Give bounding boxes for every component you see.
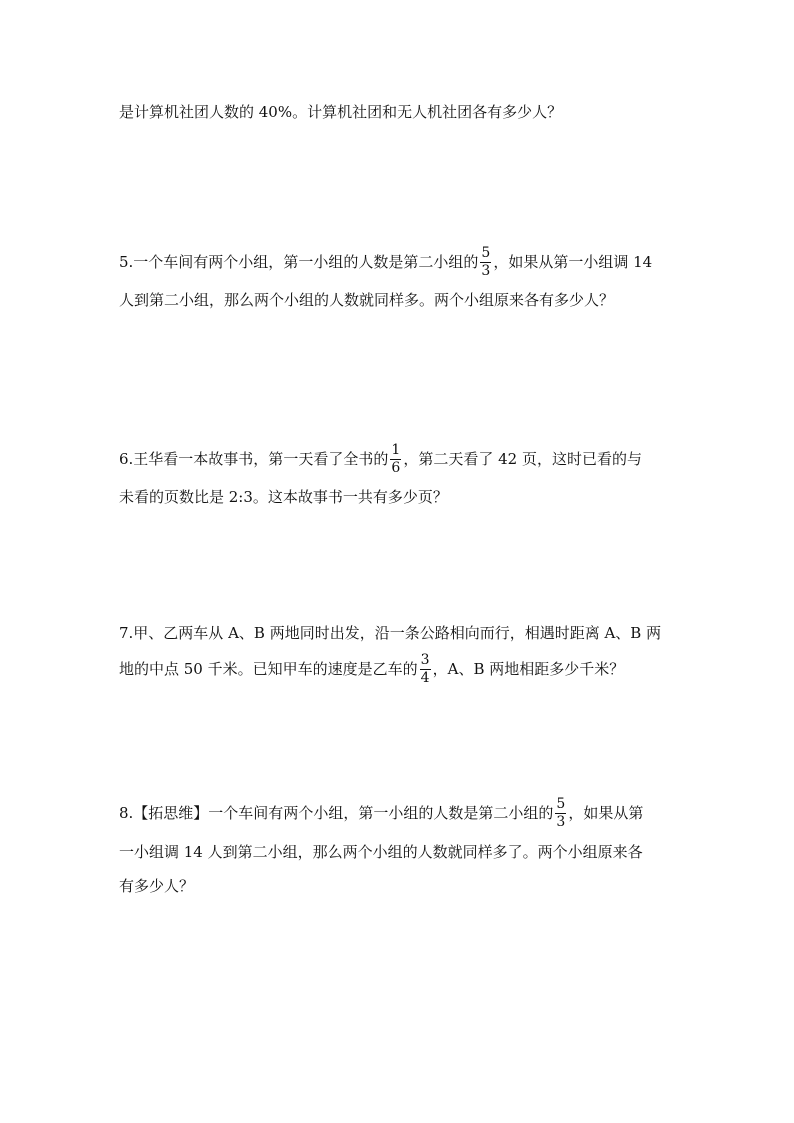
problem-4-text: 是计算机社团人数的 40%。计算机社团和无人机社团各有多少人？ (119, 103, 563, 121)
problem-7-text-c: ，A、B 两地相距多少千米？ (432, 660, 625, 678)
problem-5-fraction (480, 246, 491, 279)
problem-6-text-a: 6.王华看一本故事书，第一天看了全书的 (119, 450, 389, 468)
problem-8-text-d: 有多少人？ (119, 877, 195, 895)
fraction-numerator: 1 (391, 441, 401, 458)
fraction-denominator: 6 (391, 459, 401, 476)
problem-8-line-1 (119, 795, 644, 830)
fraction-numerator: 3 (420, 651, 430, 668)
problem-6-text-b: ，第二天看了 42 页，这时已看的与 (403, 450, 642, 468)
problem-7-text-b: 地的中点 50 千米。已知甲车的速度是乙车的 (119, 660, 418, 678)
problem-7-line-1 (119, 618, 661, 648)
problem-6-line-2 (119, 482, 448, 512)
problem-5-line-2 (119, 285, 614, 315)
problem-7-line-2 (119, 651, 625, 686)
fraction-denominator: 3 (481, 262, 491, 279)
problem-4-line-1 (119, 97, 562, 127)
fraction-numerator: 5 (481, 244, 491, 261)
problem-8-text-a: 8.【拓思维】一个车间有两个小组，第一小组的人数是第二小组的 (119, 804, 554, 822)
problem-6-line-1 (119, 441, 642, 476)
problem-7-text-a: 7.甲、乙两车从 A、B 两地同时出发，沿一条公路相向而行，相遇时距离 A、B 两 (119, 624, 662, 642)
fraction-denominator: 4 (420, 669, 430, 686)
problem-6-fraction (390, 443, 401, 476)
problem-7-fraction (420, 653, 431, 686)
problem-5-line-1 (119, 244, 653, 279)
problem-8-line-2 (119, 837, 643, 867)
problem-8-line-3 (119, 871, 194, 901)
problem-5-text-b: ，如果从第一小组调 14 (493, 253, 653, 271)
problem-8-text-c: 一小组调 14 人到第二小组，那么两个小组的人数就同样多了。两个小组原来各 (119, 843, 643, 861)
fraction-denominator: 3 (556, 813, 566, 830)
fraction-numerator: 5 (556, 795, 566, 812)
problem-6-text-c: 未看的页数比是 2:3。这本故事书一共有多少页？ (119, 488, 448, 506)
problem-5-text-a: 5.一个车间有两个小组，第一小组的人数是第二小组的 (119, 253, 479, 271)
problem-5-text-c: 人到第二小组，那么两个小组的人数就同样多。两个小组原来各有多少人？ (119, 291, 615, 309)
problem-8-fraction (555, 797, 566, 830)
problem-8-text-b: ，如果从第 (568, 804, 644, 822)
